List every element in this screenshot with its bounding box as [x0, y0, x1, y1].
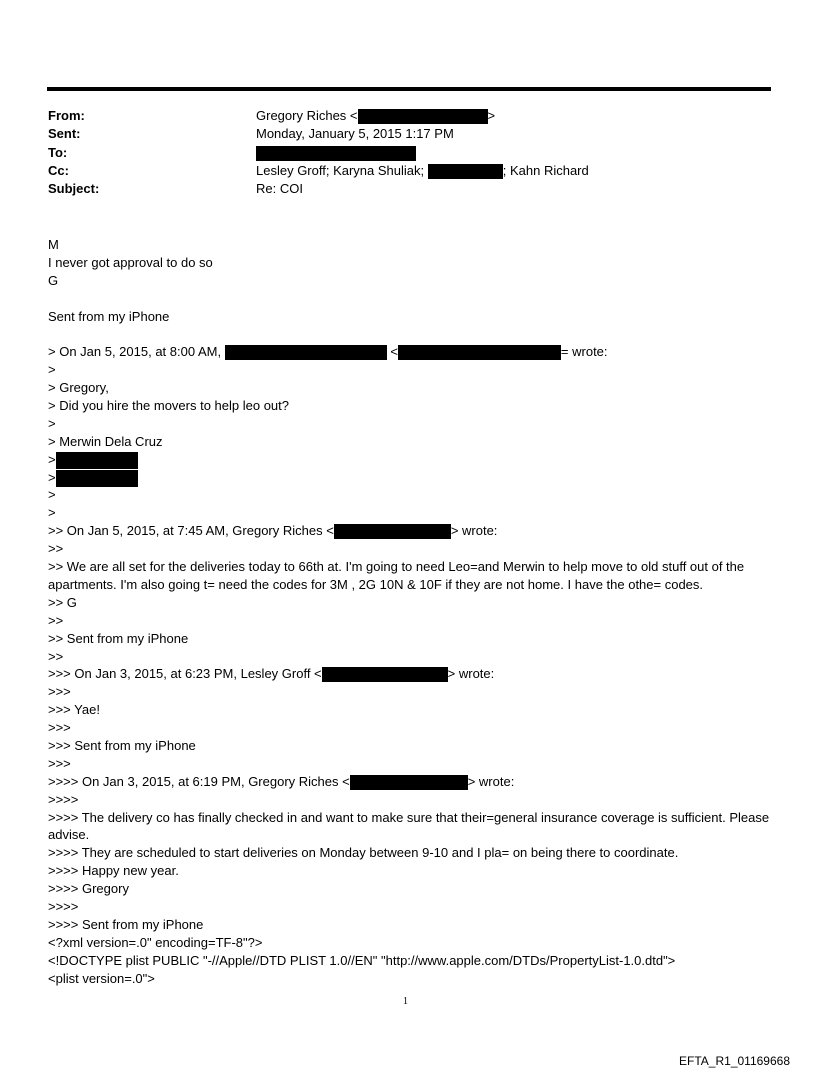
quote-header-line — [48, 522, 778, 540]
body-line: >> Sent from my iPhone — [48, 630, 189, 646]
cc-label: Cc: — [48, 163, 69, 178]
quote-header-line — [48, 665, 778, 683]
quote-header-line — [48, 773, 778, 791]
blank-line — [48, 325, 778, 343]
cc-part1: Lesley Groff; Karyna Shuliak; — [256, 163, 428, 178]
body-line: >>>> — [48, 899, 79, 915]
body-line: > — [48, 362, 56, 378]
body-line: >> — [48, 648, 64, 664]
body-line: >>> Yae! — [48, 702, 100, 718]
body-line: <!DOCTYPE plist PUBLIC "-//Apple//DTD PLIST 1.0//EN" "http://www.apple.com/DTDs/PropertyList-1.0.dtd"> — [48, 952, 676, 968]
quote-header-text: >>>> On Jan 3, 2015, at 6:19 PM, Gregory Riches < — [48, 773, 350, 789]
quote-header-text: < — [386, 344, 398, 360]
quote-header-text: = wrote: — [560, 344, 608, 360]
quote-header-text: >> On Jan 5, 2015, at 7:45 AM, Gregory Riches < — [48, 523, 334, 539]
body-line: > — [48, 505, 56, 521]
redaction-bar — [358, 109, 488, 124]
subject-value: Re: COI — [256, 181, 303, 196]
from-name: Gregory Riches < — [256, 108, 358, 123]
body-line: >>>> They are scheduled to start deliveries on Monday between 9-10 and I pla= on being there to coordinate. — [48, 845, 679, 861]
body-line: <plist version=.0"> — [48, 970, 155, 986]
body-line: <?xml version=.0" encoding=TF-8"?> — [48, 934, 263, 950]
body-line: >>>> Sent from my iPhone — [48, 916, 204, 932]
body-line: > Did you hire the movers to help leo out? — [48, 398, 290, 414]
message-body — [48, 236, 778, 987]
body-line: > — [48, 487, 56, 503]
body-line: M — [48, 237, 59, 252]
redaction-bar — [56, 470, 138, 487]
body-line: >>> — [48, 720, 71, 736]
blank-line — [48, 290, 778, 308]
from-label: From: — [48, 108, 85, 123]
sent-label: Sent: — [48, 126, 81, 141]
body-line: >>> — [48, 755, 71, 771]
body-line — [48, 451, 778, 469]
from-close: > — [487, 108, 496, 123]
body-line: >>> — [48, 684, 71, 700]
quote-header-text: > wrote: — [447, 666, 495, 682]
to-label: To: — [48, 145, 68, 160]
body-line: >>>> Gregory — [48, 881, 129, 897]
body-line: > Gregory, — [48, 380, 109, 396]
body-line: >>> Sent from my iPhone — [48, 737, 196, 753]
redaction-bar — [398, 345, 561, 360]
sent-value: Monday, January 5, 2015 1:17 PM — [256, 126, 454, 141]
body-line: > Merwin Dela Cruz — [48, 433, 163, 449]
body-line: I never got approval to do so — [48, 254, 213, 270]
from-value — [256, 107, 495, 125]
redaction-bar — [334, 524, 451, 539]
redaction-bar — [322, 667, 448, 682]
page-number: 1 — [403, 996, 408, 1007]
redaction-bar — [428, 164, 503, 179]
quote-header-text: > On Jan 5, 2015, at 8:00 AM, — [48, 344, 225, 360]
redaction-bar — [56, 452, 138, 469]
body-paragraph: >> We are all set for the deliveries today to 66th at. I'm going to need Leo=and Merwin to help move to old stuff out of the apartments. I'm also going t= need the codes for 3M , 2G 10N & 10F if they are not home. I have the othe= codes. — [48, 559, 745, 592]
redaction-bar — [225, 345, 387, 360]
quote-header-text: > wrote: — [467, 773, 515, 789]
body-line: G — [48, 272, 59, 288]
subject-label: Subject: — [48, 181, 100, 196]
quote-marker: > — [48, 451, 56, 467]
body-line — [48, 469, 778, 487]
cc-part2: ; Kahn Richard — [502, 163, 589, 178]
quote-marker: > — [48, 469, 56, 485]
bates-stamp: EFTA_R1_01169668 — [679, 1054, 790, 1068]
cc-value — [256, 162, 589, 180]
body-paragraph: >>>> The delivery co has finally checked in and want to make sure that their=general insurance coverage is sufficient. Please advise. — [48, 809, 770, 843]
body-line: >> — [48, 612, 64, 628]
body-line: >>>> — [48, 791, 79, 807]
quote-header-text: >>> On Jan 3, 2015, at 6:23 PM, Lesley Groff < — [48, 666, 322, 682]
quote-header-line — [48, 343, 778, 361]
body-line: >>>> Happy new year. — [48, 863, 179, 879]
body-line: >> — [48, 541, 64, 557]
to-value — [256, 144, 416, 162]
quote-header-text: > wrote: — [450, 523, 498, 539]
header-rule — [47, 87, 771, 91]
body-line: > — [48, 415, 56, 431]
redaction-bar — [256, 146, 416, 161]
body-line: Sent from my iPhone — [48, 308, 170, 324]
redaction-bar — [350, 775, 468, 790]
body-line: >> G — [48, 594, 77, 610]
